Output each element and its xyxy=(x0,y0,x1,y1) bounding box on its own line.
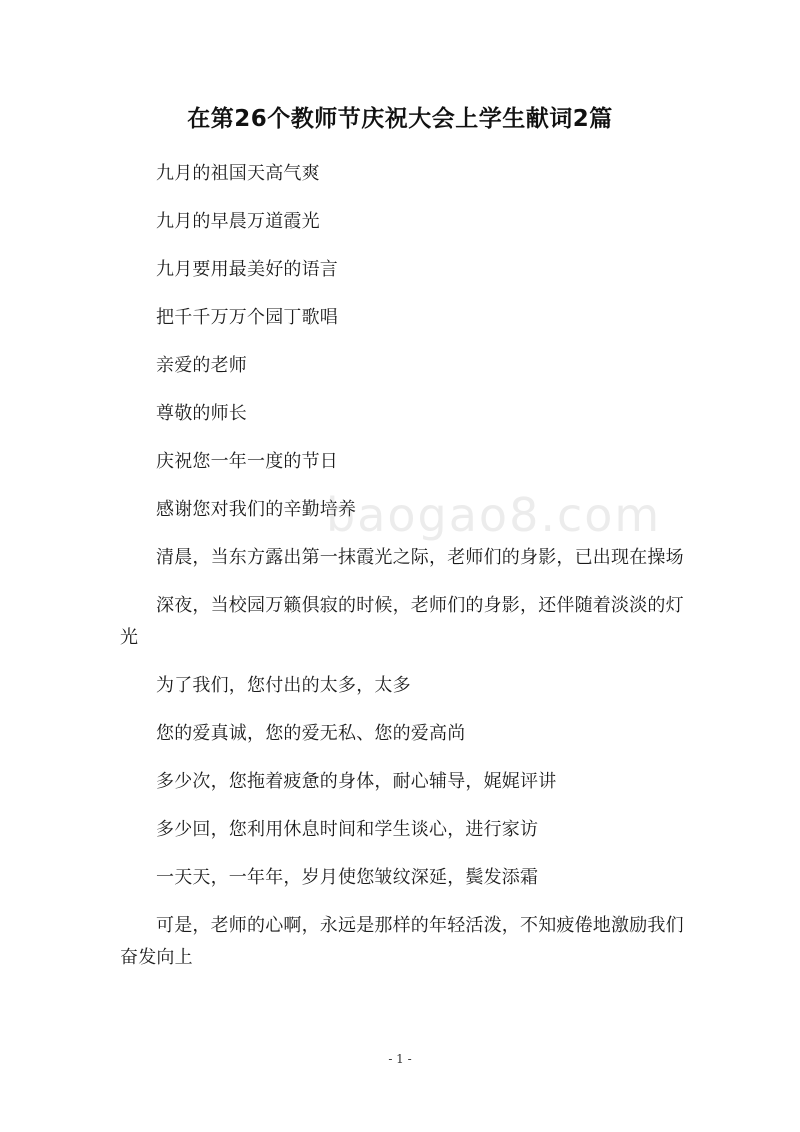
paragraph: 亲爱的老师 xyxy=(156,355,247,376)
paragraph: 尊敬的师长 xyxy=(156,403,247,424)
paragraph: 把千千万万个园丁歌唱 xyxy=(156,307,338,328)
paragraph: 九月的早晨万道霞光 xyxy=(156,211,320,232)
paragraph: 为了我们，您付出的太多，太多 xyxy=(156,675,411,696)
paragraph: 可是，老师的心啊，永远是那样的年轻活泼，不知疲倦地激励我们奋发向上 xyxy=(120,915,684,968)
paragraph: 您的爱真诚，您的爱无私、您的爱高尚 xyxy=(156,723,466,744)
paragraph: 多少回，您利用休息时间和学生谈心，进行家访 xyxy=(156,819,539,840)
paragraph: 感谢您对我们的辛勤培养 xyxy=(156,499,357,520)
document-title: 在第26个教师节庆祝大会上学生献词2篇 xyxy=(187,106,613,132)
paragraph: 清晨，当东方露出第一抹霞光之际，老师们的身影，已出现在操场 xyxy=(156,547,684,568)
document-body xyxy=(120,158,686,990)
page-number: - 1 - xyxy=(388,1052,412,1066)
paragraph: 一天天，一年年，岁月使您皱纹深延，鬓发添霜 xyxy=(156,867,539,888)
paragraph: 庆祝您一年一度的节日 xyxy=(156,451,338,472)
paragraph: 多少次，您拖着疲惫的身体，耐心辅导，娓娓评讲 xyxy=(156,771,557,792)
watermark: baogao8.com xyxy=(326,488,662,542)
paragraph: 九月要用最美好的语言 xyxy=(156,259,338,280)
paragraph: 深夜，当校园万籁俱寂的时候，老师们的身影，还伴随着淡淡的灯光 xyxy=(120,595,684,648)
paragraph: 九月的祖国天高气爽 xyxy=(156,163,320,184)
